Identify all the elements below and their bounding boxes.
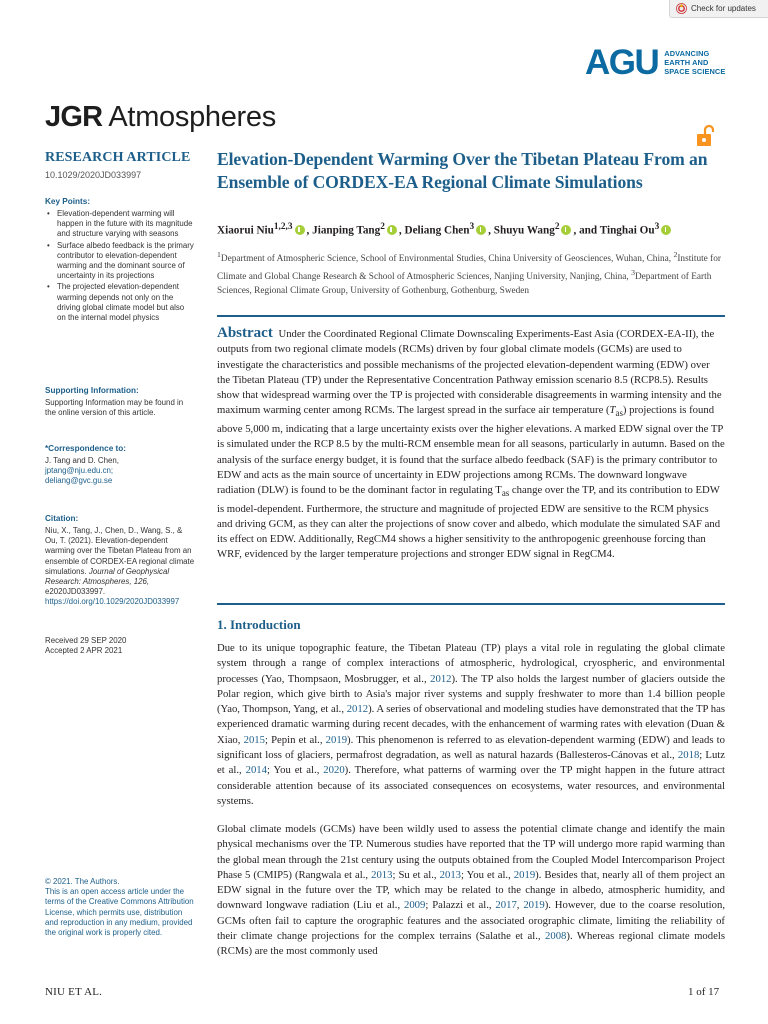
citation-text: Niu, X., Tang, J., Chen, D., Wang, S., & Ou, T. (2021). Elevation-dependent warming over the Tibetan Plateau from an ensemble of CORDEX-EA regional climate simulations.: [45, 526, 195, 576]
accepted-date: Accepted 2 APR 2021: [45, 646, 123, 656]
check-updates-label: Check for updates: [691, 4, 756, 13]
citation-link[interactable]: 2018: [677, 749, 700, 762]
orcid-icon[interactable]: [476, 225, 486, 235]
section-heading: 1. Introduction: [217, 617, 301, 632]
journal-name: JGR Atmospheres: [45, 101, 276, 133]
open-access-lock-icon: [695, 124, 719, 148]
orcid-icon[interactable]: [295, 225, 305, 235]
key-points-heading: Key Points:: [45, 197, 91, 206]
citation-link[interactable]: 2008: [545, 930, 567, 943]
license-text[interactable]: This is an open access article under the terms of the Creative Commons Attribution License, which permits use, distribution and reproduction in any medium, provided the original work is properly cited.: [45, 887, 194, 938]
citation-link[interactable]: 2020: [323, 764, 345, 777]
correspondence: [45, 444, 195, 487]
key-point: • Surface albedo feedback is the primary contributor to elevation-dependent warming and the dominant source of uncertainty in its projections: [45, 241, 195, 282]
orcid-icon[interactable]: [387, 225, 397, 235]
author-name: Jianping Tang: [312, 224, 381, 237]
citation-article-number: e2020JD033997.: [45, 587, 106, 597]
abstract-label: Abstract: [217, 325, 273, 341]
orcid-icon[interactable]: [561, 225, 571, 235]
author-name: Shuyu Wang: [493, 224, 555, 237]
agu-logo-mark: AGU: [585, 43, 659, 82]
article-title: Elevation-Dependent Warming Over the Tibetan Plateau From an Ensemble of CORDEX-EA Regional Climate Simulations: [217, 149, 708, 192]
agu-logo-text: ADVANCING EARTH AND SPACE SCIENCE: [664, 49, 726, 76]
correspondence-heading: *Correspondence to:: [45, 444, 126, 453]
article-sidebar: [45, 150, 195, 324]
author-list: Xiaorui Niu$^{1,2,3}$ , Jianping Tang$^2$ , Deliang Chen$^3$ , Shuyu Wang$^2$ , and Tinghai Ou$^3$: [217, 222, 725, 237]
email-link[interactable]: jptang@nju.edu.cn;: [45, 466, 114, 476]
citation-link[interactable]: 2012: [430, 672, 452, 685]
page-number: 1 of 17: [688, 986, 720, 998]
citation-link[interactable]: 2019: [325, 733, 348, 746]
abstract: Abstract Under the Coordinated Regional Climate Downscaling Experiments-East Asia (CORDEX-EA-II), the outputs from two regional climate models (RCMs) driven by four global climate models (GCMs) are used to investigate the characteristics and possible mechanisms of the projected elevation-dependent warming (EDW) over the Tibetan Plateau (TP) under the Representative Concentration Pathway emission scenario 8.5 (RCP8.5). Results show that widespread warming over the TP is projected with considerable disagreements in warming intensity and the maximum warming center among RCMs. The largest spread in the surface air temperature $(T_{as})$ projections is found above 5,000 m, indicating that a large uncertainty exists over the higher elevations. A marked EDW signal over the TP is simulated under the RCP 8.5 by the multi-RCM ensemble mean for all seasons, particularly in autumn. Based on the analysis of the surface energy budget, it is found that the surface albedo feedback (SAF) is the primary contributor to EDW and acts as the main source of uncertainty in EDW projections among RCMs. The downward longwave radiation (DLW) is found to be the dominant factor in regulating $T_{as}$ change over the TP, and its contribution to EDW is model-dependent. Furthermore, the structure and magnitude of projected EDW are sensitive to the RCM physics and driving GCM, as they can alter the projections of snow cover and albedo, which modulate the simulated SAF and its effect on EDW. Additionally, RegCM4 shows a higher sensitivity to the anthropogenic greenhouse forcing than WRF, evidenced by the larger temperature projections and stronger EDW signal in RegCM4.: [217, 325, 725, 561]
author-name: Tinghai Ou: [599, 224, 655, 237]
check-for-updates-button[interactable]: [669, 0, 768, 18]
citation-link[interactable]: 2013: [371, 868, 393, 881]
citation-link[interactable]: 2009: [403, 899, 426, 912]
affiliations: $^1$Department of Atmospheric Science, School of Environmental Studies, China University of Geosciences, Wuhan, China, $^2$Institute for Climate and Global Change Research & School of Atmospheric Sciences, Nanjing University, Nanjing, China, $^3$Department of Earth Sciences, Regional Climate Group, University of Gothenburg, Gothenburg, Sweden: [217, 250, 721, 297]
citation-link[interactable]: 2019: [513, 868, 536, 881]
author-name: Deliang Chen: [404, 224, 470, 237]
supporting-information: [45, 386, 195, 418]
key-point: • Elevation-dependent warming will happen in the future with its magnitude and structure varying with seasons: [45, 209, 195, 240]
paragraph: Global climate models (GCMs) have been wildly used to assess the potential climate change and identify the main physical mechanisms over the TP. Numerous studies have reported that the TP will undergo more rapid warming than the global mean through the 21st century using the outputs obtained from the Coupled Model Intercomparison Project Phase 5 (CMIP5) (Rangwala et al., 2013; Su et al., 2013; You et al., 2019). Besides that, nearly all of them project an EDW signal in the future over the TP, which may be related to the change in albedo, atmospheric humidity, and downward longwave radiation (Liu et al., 2009; Palazzi et al., 2017, 2019). However, due to the coarse resolution, GCMs often fail to capture the orographic features and the associated orographic climate, limiting the reliability of their climate change projections for the complex terrains (Salathe et al., 2008). Whereas regional climate models (RCMs) are the most commonly used: [217, 823, 725, 958]
orcid-icon[interactable]: [661, 225, 671, 235]
paragraph: Due to its unique topographic feature, the Tibetan Plateau (TP) plays a vital role in regulating the global climate system through a range of complex interactions of atmospheric, hydrological, cryospheric, and environmental processes (Yao, Thompsaon, Mosbrugger, et al., 2012). The TP also holds the largest number of glaciers outside the Polar region, which give birth to Asia's major river systems and supply freshwater to more than 1.4 billion people (Yao, Thompson, Yang, et al., 2012). A series of observational and modeling studies have demonstrated that the TP has experienced dramatic warming during recent decades, with the enhancement of warming rates with elevation (Duan & Xiao, 2015; Pepin et al., 2019). This phenomenon is referred to as elevation-dependent warming (EDW) and leads to significant loss of glaciers, permafrost degradation, as well as natural hazards (Ballesteros-Cánovas et al., 2018; Lutz et al., 2014; You et al., 2020). Therefore, what patterns of warming over the TP might happen in the future attract considerable attention because of its associated consequences on ecosystems, water resources, and environmental systems.: [217, 642, 725, 807]
supporting-text: Supporting Information may be found in the online version of this article.: [45, 398, 184, 418]
citation-link[interactable]: 2015: [243, 733, 265, 746]
citation: [45, 514, 195, 608]
key-points: [45, 197, 195, 323]
copyright: © 2021. The Authors.: [45, 877, 120, 886]
citation-link[interactable]: 2013: [439, 868, 461, 881]
citation-link[interactable]: 2019: [523, 899, 545, 912]
article-doi: 10.1029/2020JD033997: [45, 170, 142, 180]
citation-doi-link[interactable]: https://doi.org/10.1029/2020JD033997: [45, 597, 180, 607]
author-name: Xiaorui Niu: [217, 224, 274, 237]
key-point: • The projected elevation-dependent warming depends not only on the driving global climate model but also on the internal model physics: [45, 282, 195, 323]
running-footer-authors: NIU ET AL.: [45, 986, 103, 998]
citation-link[interactable]: 2017: [495, 899, 517, 912]
agu-logo: [585, 45, 725, 80]
received-date: Received 29 SEP 2020: [45, 636, 127, 645]
license-notice: [45, 877, 195, 938]
article-dates: [45, 636, 195, 656]
section-divider: [217, 315, 725, 317]
correspondence-names: J. Tang and D. Chen,: [45, 456, 119, 465]
supporting-heading: Supporting Information:: [45, 386, 139, 395]
citation-journal: Journal of Geophysical Research: Atmospheres, 126,: [45, 566, 170, 587]
section-divider: [217, 603, 725, 605]
citation-link[interactable]: 2012: [346, 703, 369, 716]
citation-link[interactable]: 2014: [245, 764, 267, 777]
email-link[interactable]: deliang@gvc.gu.se: [45, 476, 113, 486]
citation-heading: Citation:: [45, 514, 79, 523]
refresh-icon: [676, 3, 687, 14]
article-type: RESEARCH ARTICLE: [45, 150, 191, 165]
